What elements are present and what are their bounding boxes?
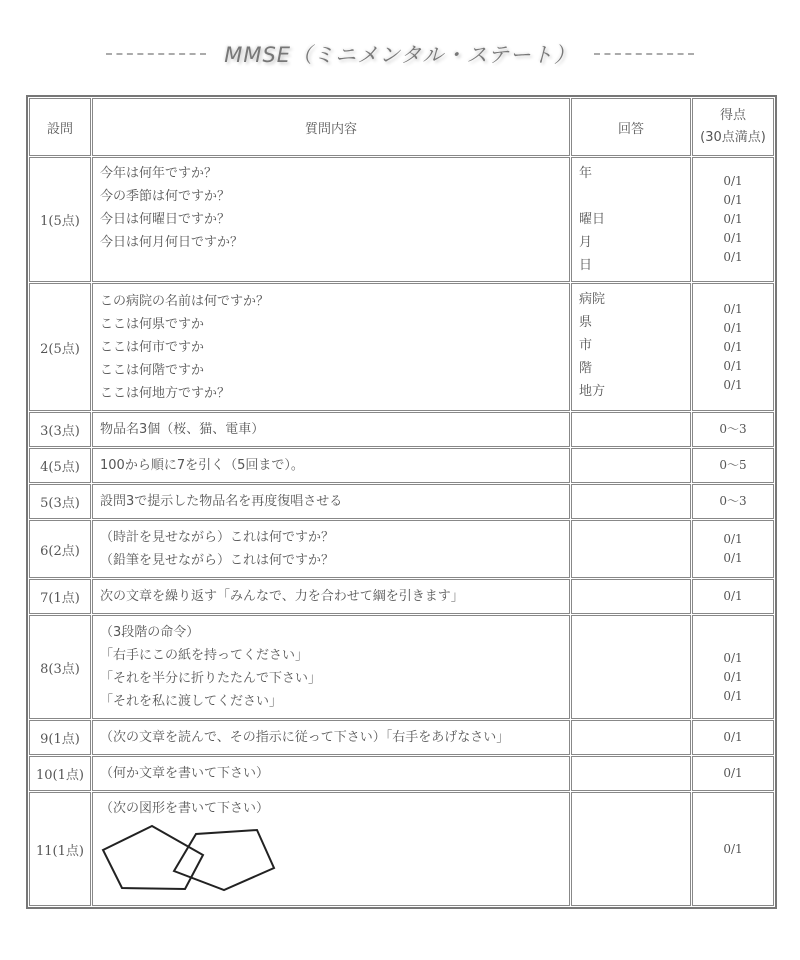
question-number: 2(5点) <box>29 283 91 411</box>
score-cell <box>692 756 774 791</box>
question-content <box>92 520 570 578</box>
score-cell <box>692 615 774 719</box>
score-value: 0/1 <box>723 688 743 703</box>
question-content <box>92 448 570 483</box>
score-value: 0/1 <box>723 669 743 684</box>
table-row <box>29 579 774 614</box>
table-row <box>29 720 774 755</box>
header-answer: 回答 <box>571 98 691 156</box>
score-value: 0/1 <box>723 551 743 565</box>
question-line: （何か文章を書いて下さい） <box>100 766 270 781</box>
page-header <box>0 36 800 72</box>
question-line: （次の図形を書いて下さい） <box>100 801 270 816</box>
question-number: 11(1点) <box>29 792 91 906</box>
answer-unit: 県 <box>579 315 593 330</box>
question-content <box>92 484 570 519</box>
answer-cell[interactable] <box>571 720 691 755</box>
question-line: 設問3で提示した物品名を再度復唱させる <box>100 494 343 509</box>
question-content <box>92 792 570 906</box>
question-line: （鉛筆を見せながら）これは何ですか？ <box>100 553 335 568</box>
score-cell <box>692 157 774 282</box>
question-line: ここは何市ですか <box>100 339 205 355</box>
question-line: 次の文章を繰り返す「みんなで、力を合わせて綱を引きます」 <box>100 589 464 604</box>
score-value: 0/1 <box>723 301 743 316</box>
question-line: ここは何県ですか <box>100 316 205 332</box>
table-row <box>29 448 774 483</box>
answer-cell[interactable] <box>571 157 691 282</box>
answer-cell[interactable] <box>571 520 691 578</box>
question-line: 物品名3個（桜、猫、電車） <box>100 422 265 437</box>
table-header-row <box>29 98 774 156</box>
question-number: 3(3点) <box>29 412 91 447</box>
question-number: 10(1点) <box>29 756 91 791</box>
question-line: 今の季節は何ですか？ <box>100 189 231 204</box>
question-line: （次の文章を読んで、その指示に従って下さい）「右手をあげなさい」 <box>100 730 510 745</box>
answer-cell[interactable] <box>571 448 691 483</box>
question-line: （3段階の命令） <box>100 625 200 640</box>
question-line: 「それを私に渡してください」 <box>100 694 283 709</box>
question-number: 1(5点) <box>29 157 91 282</box>
question-line: 100から順に7を引く（5回まで）。 <box>100 458 304 473</box>
answer-unit: 曜日 <box>579 212 606 227</box>
answer-unit <box>579 185 683 208</box>
question-line: 今日は何月何日ですか？ <box>100 235 244 250</box>
question-line: （時計を見せながら）これは何ですか？ <box>100 530 335 545</box>
score-value: 0〜3 <box>719 494 747 508</box>
score-value: 0/1 <box>723 841 743 856</box>
question-line: 「右手にこの紙を持ってください」 <box>100 648 309 663</box>
score-value: 0/1 <box>723 532 743 546</box>
answer-unit: 地方 <box>579 384 606 399</box>
table-row <box>29 484 774 519</box>
intersecting-pentagons-figure <box>100 824 290 894</box>
answer-cell[interactable] <box>571 579 691 614</box>
answer-cell[interactable] <box>571 484 691 519</box>
answer-cell[interactable] <box>571 615 691 719</box>
answer-cell[interactable] <box>571 792 691 906</box>
question-line: ここは何階ですか <box>100 362 205 378</box>
table-row <box>29 520 774 578</box>
score-value: 0〜3 <box>719 422 747 436</box>
table-row <box>29 283 774 411</box>
question-content <box>92 283 570 411</box>
question-line: ここは何地方ですか？ <box>100 385 231 401</box>
score-value: 0/1 <box>723 174 743 188</box>
header-question-no: 設問 <box>29 98 91 156</box>
answer-cell[interactable] <box>571 756 691 791</box>
answer-unit: 月 <box>579 235 593 250</box>
score-value: 0/1 <box>723 339 743 354</box>
question-line: 今日は何曜日ですか？ <box>100 212 231 227</box>
title-dash-right <box>594 53 694 55</box>
table-row <box>29 412 774 447</box>
title-dash-left <box>106 53 206 55</box>
score-cell <box>692 448 774 483</box>
table-row <box>29 756 774 791</box>
pentagon-left <box>103 826 203 889</box>
question-line: 「それを半分に折りたたんで下さい」 <box>100 671 322 686</box>
question-line: 今年は何年ですか？ <box>100 166 218 181</box>
score-cell <box>692 792 774 906</box>
score-value: 0/1 <box>723 766 743 780</box>
score-value: 0/1 <box>723 212 743 226</box>
question-content <box>92 720 570 755</box>
header-content: 質問内容 <box>92 98 570 156</box>
table-row <box>29 615 774 719</box>
answer-unit: 市 <box>579 338 593 353</box>
score-value: 0/1 <box>723 231 743 245</box>
question-content <box>92 579 570 614</box>
question-number: 4(5点) <box>29 448 91 483</box>
page-title: MMSE（ミニメンタル・ステート） <box>224 43 576 67</box>
score-value: 0/1 <box>723 250 743 264</box>
score-value: 0/1 <box>723 730 743 744</box>
question-content <box>92 412 570 447</box>
score-value: 0〜5 <box>719 458 747 472</box>
question-number: 6(2点) <box>29 520 91 578</box>
header-score <box>692 98 774 156</box>
question-number: 7(1点) <box>29 579 91 614</box>
answer-unit: 病院 <box>579 292 606 307</box>
header-score-label: 得点 <box>719 108 746 123</box>
question-number: 9(1点) <box>29 720 91 755</box>
answer-unit: 日 <box>579 258 593 273</box>
header-score-note: (30点満点) <box>700 130 766 145</box>
score-cell <box>692 520 774 578</box>
score-value: 0/1 <box>723 193 743 207</box>
score-cell <box>692 412 774 447</box>
question-number: 5(3点) <box>29 484 91 519</box>
score-cell <box>692 579 774 614</box>
score-value: 0/1 <box>723 320 743 335</box>
score-cell <box>692 484 774 519</box>
answer-unit: 年 <box>579 166 593 181</box>
answer-unit: 階 <box>579 361 593 376</box>
mmse-table <box>26 95 777 909</box>
score-value: 0/1 <box>723 650 743 665</box>
question-line: この病院の名前は何ですか？ <box>100 293 270 309</box>
question-number: 8(3点) <box>29 615 91 719</box>
answer-cell[interactable] <box>571 412 691 447</box>
question-content <box>92 157 570 282</box>
score-value: 0/1 <box>723 589 743 603</box>
score-value: 0/1 <box>723 377 743 392</box>
table-row <box>29 157 774 282</box>
question-content <box>92 615 570 719</box>
score-cell <box>692 283 774 411</box>
score-cell <box>692 720 774 755</box>
answer-cell[interactable] <box>571 283 691 411</box>
score-value: 0/1 <box>723 358 743 373</box>
question-content <box>92 756 570 791</box>
table-row <box>29 792 774 906</box>
